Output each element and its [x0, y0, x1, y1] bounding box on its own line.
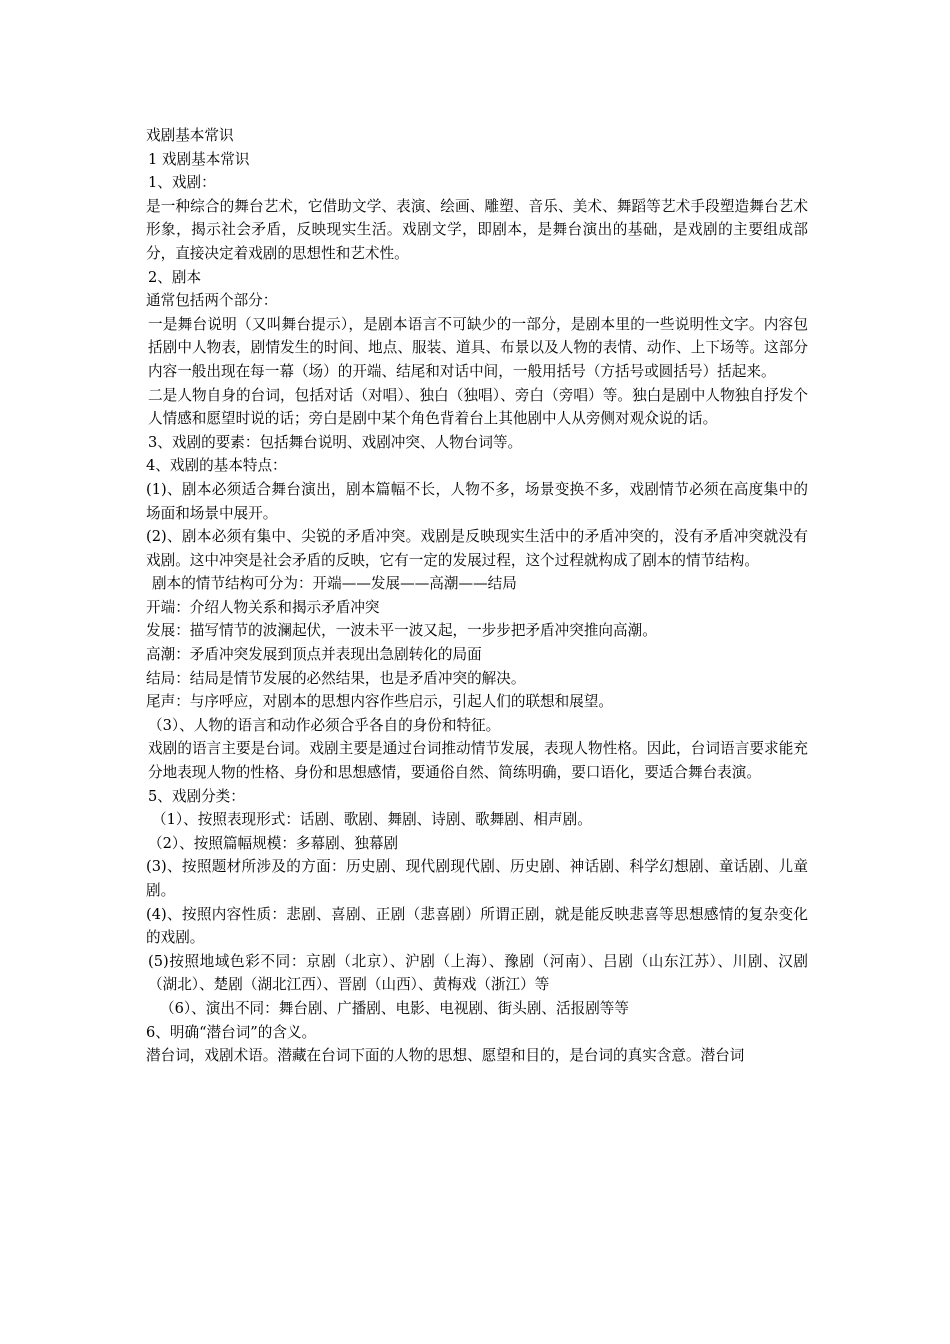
- section-heading: 3、戏剧的要素：包括舞台说明、戏剧冲突、人物台词等。: [148, 433, 523, 451]
- list-item: (5)按照地域色彩不同：京剧（北京）、沪剧（上海）、豫剧（河南）、吕剧（山东江苏）、川剧、汉剧（湖北）、楚剧（湖北江西）、晋剧（山西）、黄梅戏（浙江）等: [148, 952, 808, 994]
- section-heading: 2、剧本: [148, 268, 202, 286]
- section-heading: 6、明确“潜台词”的含义。: [146, 1023, 317, 1041]
- paragraph: (1)、剧本必须适合舞台演出，剧本篇幅不长，人物不多，场景变换不多，戏剧情节必须在高度集中的场面和场景中展开。: [146, 480, 808, 522]
- list-item: (4)、按照内容性质：悲剧、喜剧、正剧（悲喜剧）所谓正剧，就是能反映悲喜等思想感情的复杂变化的戏剧。: [146, 905, 808, 947]
- paragraph: 尾声：与序呼应，对剧本的思想内容作些启示，引起人们的联想和展望。: [146, 693, 614, 711]
- paragraph: 通常包括两个部分：: [146, 292, 278, 310]
- list-item: (3)、按照题材所涉及的方面：历史剧、现代剧现代剧、历史剧、神话剧、科学幻想剧、童话剧、儿童剧。: [146, 858, 808, 899]
- paragraph: 发展：描写情节的波澜起伏，一波未平一波又起，一步步把矛盾冲突推向高潮。: [146, 622, 657, 640]
- paragraph: 剧本的情节结构可分为：开端——发展——高潮——结局: [152, 575, 517, 593]
- paragraph: （3）、人物的语言和动作必须合乎各自的身份和特征。: [148, 716, 501, 734]
- section-heading: 5、戏剧分类：: [148, 787, 245, 805]
- paragraph: 结局：结局是情节发展的必然结果，也是矛盾冲突的解决。: [146, 669, 526, 687]
- section-heading: 1 戏剧基本常识: [148, 150, 250, 168]
- list-item: （1）、按照表现形式：话剧、歌剧、舞剧、诗剧、歌舞剧、相声剧。: [152, 811, 592, 829]
- paragraph: 潜台词，戏剧术语。潜藏在台词下面的人物的思想、愿望和目的，是台词的真实含意。潜台词: [146, 1047, 745, 1065]
- paragraph: 二是人物自身的台词，包括对话（对唱）、独白（独唱）、旁白（旁唱）等。独白是剧中人物独自抒发个人情感和愿望时说的话；旁白是剧中某个角色背着台上其他剧中人从旁侧对观众说的话。: [148, 386, 808, 428]
- document-title: 戏剧基本常识: [146, 127, 234, 144]
- paragraph: 一是舞台说明（又叫舞台提示），是剧本语言不可缺少的一部分，是剧本里的一些说明性文字。内容包括剧中人物表，剧情发生的时间、地点、服装、道具、布景以及人物的表情、动作、上下场等。这部分内容一般出现在每一幕（场）的开端、结尾和对话中间，一般用括号（方括号或圆括号）括起来。: [148, 315, 808, 380]
- document-body: [146, 124, 808, 1068]
- section-heading: 4、戏剧的基本特点：: [146, 457, 287, 475]
- paragraph: (2)、剧本必须有集中、尖锐的矛盾冲突。戏剧是反映现实生活中的矛盾冲突的，没有矛盾冲突就没有戏剧。这中冲突是社会矛盾的反映，它有一定的发展过程，这个过程就构成了剧本的情节结构。: [146, 528, 808, 569]
- paragraph: 戏剧的语言主要是台词。戏剧主要是通过台词推动情节发展，表现人物性格。因此，台词语言要求能充分地表现人物的性格、身份和思想感情，要通俗自然、简练明确，要口语化，要适合舞台表演。: [148, 740, 808, 782]
- section-heading: 1、戏剧：: [148, 174, 216, 192]
- list-item: （2）、按照篇幅规模：多幕剧、独幕剧: [148, 834, 399, 852]
- paragraph: 高潮：矛盾冲突发展到顶点并表现出急剧转化的局面: [146, 646, 482, 664]
- paragraph: 是一种综合的舞台艺术，它借助文学、表演、绘画、雕塑、音乐、美术、舞蹈等艺术手段塑造舞台艺术形象，揭示社会矛盾，反映现实生活。戏剧文学，即剧本，是舞台演出的基础，是戏剧的主要组成部分，直接决定着戏剧的思想性和艺术性。: [146, 197, 808, 262]
- paragraph: 开端：介绍人物关系和揭示矛盾冲突: [146, 598, 380, 616]
- list-item: （6）、演出不同：舞台剧、广播剧、电影、电视剧、街头剧、活报剧等等: [160, 999, 629, 1017]
